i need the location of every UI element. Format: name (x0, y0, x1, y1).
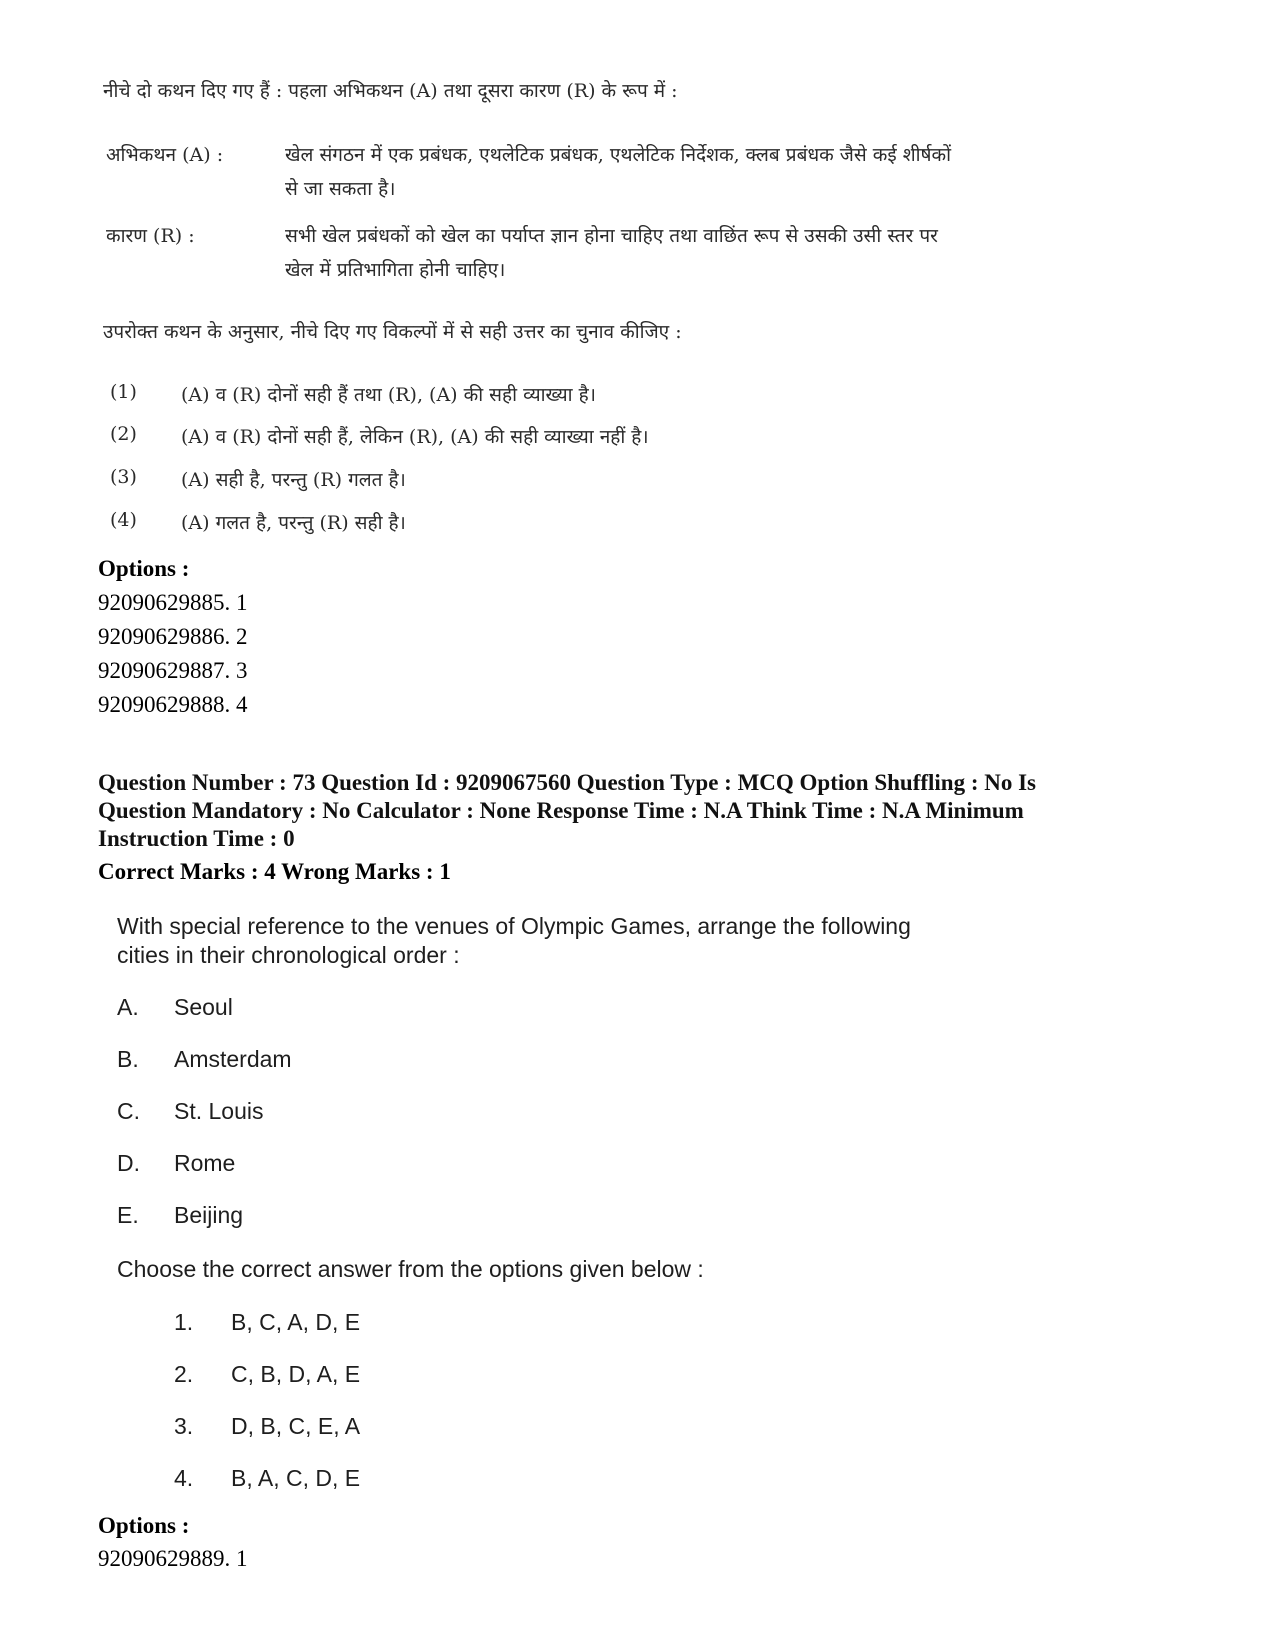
choose-instruction: Choose the correct answer from the options given below : (117, 1256, 704, 1282)
choice-number: (4) (110, 509, 137, 531)
q73-question-text (117, 912, 997, 970)
choice-number: (2) (110, 423, 137, 445)
meta-line-1: Question Number : 73 Question Id : 9209067560 Question Type : MCQ Option Shuffling : No Is (98, 770, 1037, 795)
assertion-label: अभिकथन (A) : (106, 144, 224, 166)
answer-text: D, B, C, E, A (231, 1413, 361, 1439)
choice-text: (A) सही है, परन्तु (R) गलत है। (181, 469, 406, 491)
answer-number: 2. (174, 1361, 194, 1387)
option-id: 92090629886. 2 (98, 624, 248, 649)
item-text: Beijing (174, 1202, 244, 1228)
answer-number: 1. (174, 1309, 194, 1335)
answer-number: 3. (174, 1413, 194, 1439)
choice-text: (A) गलत है, परन्तु (R) सही है। (181, 512, 406, 534)
q72-intro: नीचे दो कथन दिए गए हैं : पहला अभिकथन (A) तथा दूसरा कारण (R) के रूप में : (103, 80, 678, 102)
item-letter: B. (117, 1046, 139, 1072)
answer-text: B, A, C, D, E (231, 1465, 361, 1491)
option-id: 92090629888. 4 (98, 692, 248, 717)
assertion-line-1: खेल संगठन में एक प्रबंधक, एथलेटिक प्रबंधक, एथलेटिक निर्देशक, क्लब प्रबंधक जैसे कई शीर्षकों (285, 144, 952, 166)
reason-label: कारण (R) : (106, 225, 195, 247)
option-id: 92090629887. 3 (98, 658, 248, 683)
marks-line: Correct Marks : 4 Wrong Marks : 1 (98, 859, 451, 884)
options-heading: Options : (98, 556, 190, 581)
q73-question-line-2: cities in their chronological order : (117, 942, 460, 968)
q73-question-line-1: With special reference to the venues of Olympic Games, arrange the following (117, 913, 911, 939)
question-73-meta (98, 769, 1218, 853)
option-id: 92090629889. 1 (98, 1546, 248, 1571)
option-id: 92090629885. 1 (98, 590, 248, 615)
q72-instruction: उपरोक्त कथन के अनुसार, नीचे दिए गए विकल्पों में से सही उत्तर का चुनाव कीजिए : (103, 321, 682, 343)
reason-line-2: खेल में प्रतिभागिता होनी चाहिए। (285, 259, 506, 281)
assertion-line-2: से जा सकता है। (285, 178, 396, 200)
item-letter: D. (117, 1150, 140, 1176)
item-text: St. Louis (174, 1098, 264, 1124)
item-letter: C. (117, 1098, 140, 1124)
item-text: Rome (174, 1150, 236, 1176)
meta-line-2: Question Mandatory : No Calculator : None Response Time : N.A Think Time : N.A Minimum (98, 798, 1024, 823)
item-text: Seoul (174, 994, 233, 1020)
choice-text: (A) व (R) दोनों सही हैं तथा (R), (A) की सही व्याख्या है। (181, 384, 596, 406)
choice-number: (1) (110, 381, 137, 403)
answer-text: B, C, A, D, E (231, 1309, 361, 1335)
choice-number: (3) (110, 466, 137, 488)
options-heading: Options : (98, 1513, 190, 1538)
choice-text: (A) व (R) दोनों सही हैं, लेकिन (R), (A) की सही व्याख्या नहीं है। (181, 426, 649, 448)
item-letter: A. (117, 994, 139, 1020)
item-letter: E. (117, 1202, 139, 1228)
answer-text: C, B, D, A, E (231, 1361, 361, 1387)
item-text: Amsterdam (174, 1046, 292, 1072)
reason-line-1: सभी खेल प्रबंधकों को खेल का पर्याप्त ज्ञान होना चाहिए तथा वाछिंत रूप से उसकी उसी स्तर पर (285, 225, 938, 247)
meta-line-3: Instruction Time : 0 (98, 826, 295, 851)
answer-number: 4. (174, 1465, 194, 1491)
